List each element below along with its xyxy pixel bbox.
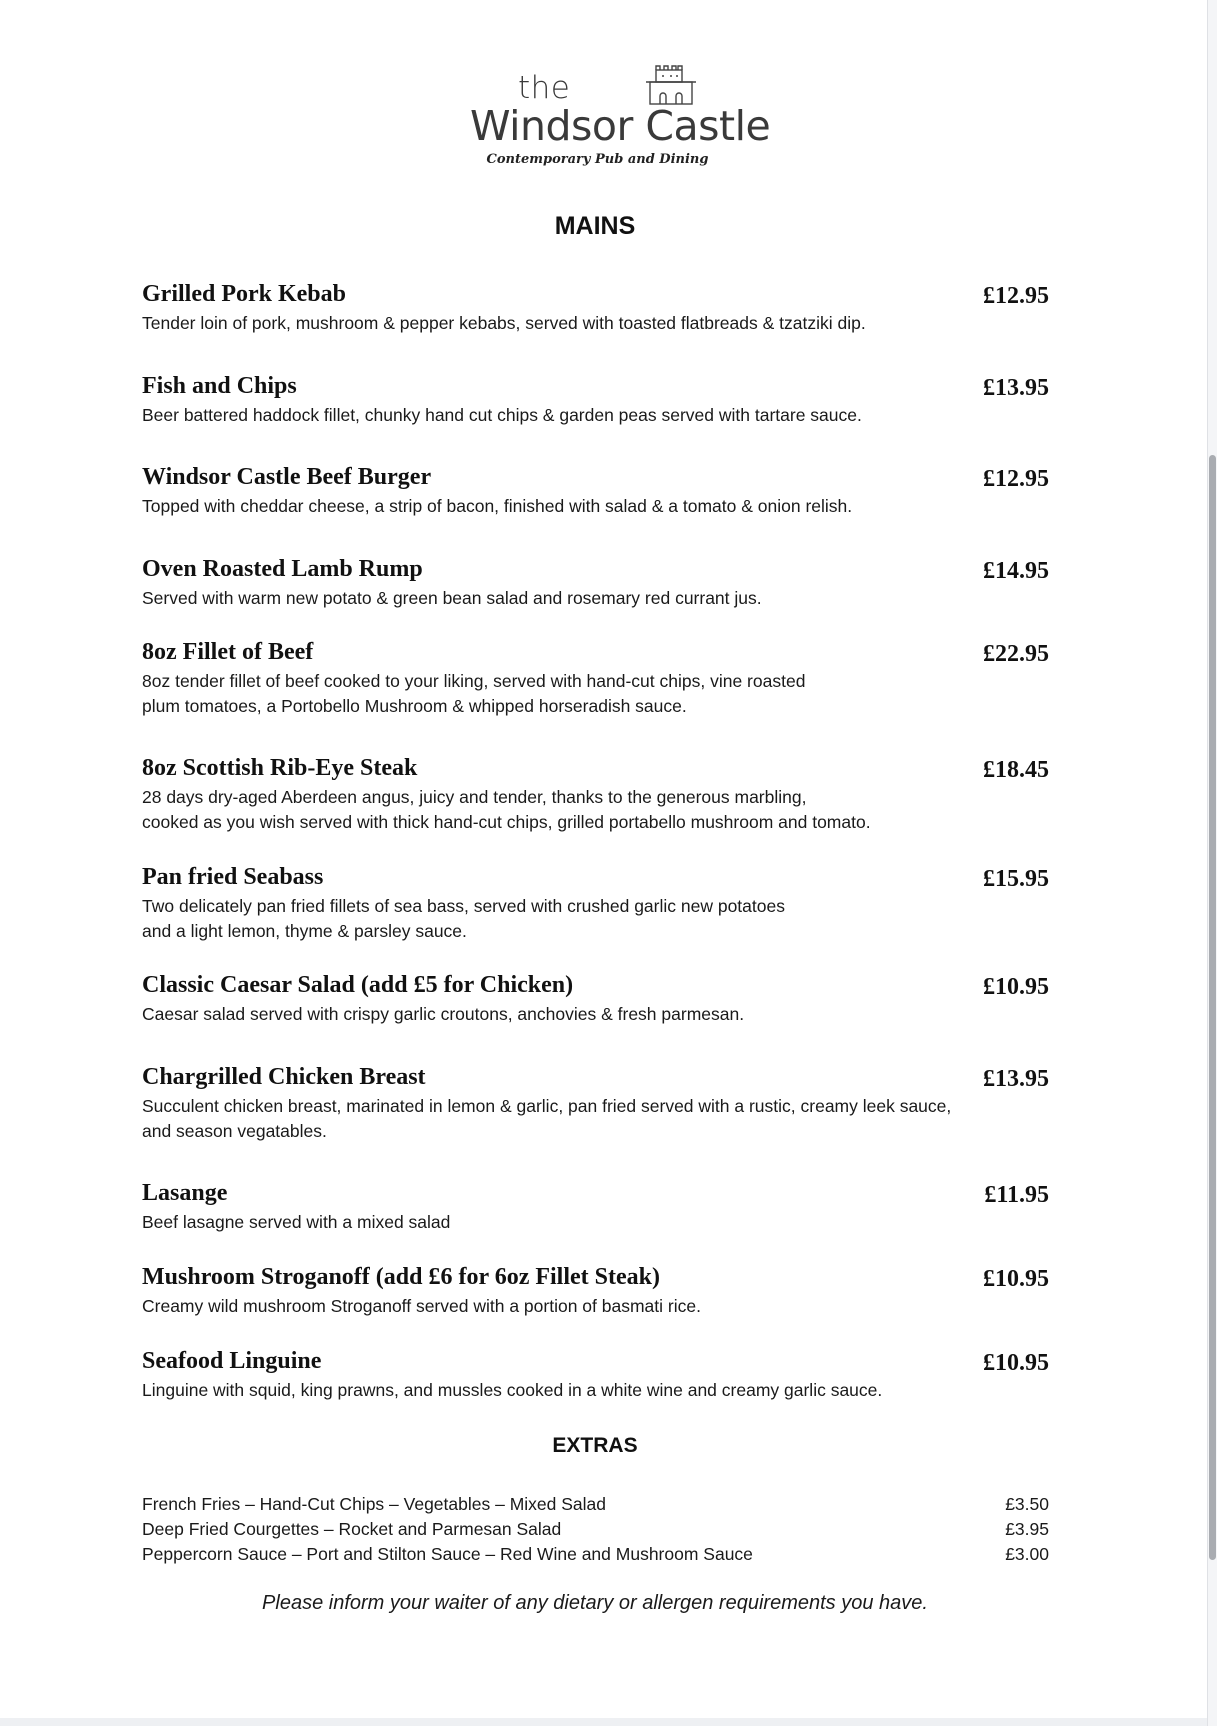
menu-item-description: 28 days dry-aged Aberdeen angus, juicy and tender, thanks to the generous marbling,: [142, 787, 807, 807]
menu-item-description: cooked as you wish served with thick hand-cut chips, grilled portabello mushroom and tomato.: [142, 812, 871, 832]
menu-item-description: Succulent chicken breast, marinated in lemon & garlic, pan fried served with a rustic, creamy leek sauce,: [142, 1096, 952, 1116]
logo-name-text: Windsor Castle: [470, 102, 771, 150]
menu-item-price: £22.95: [983, 641, 1049, 667]
menu-item-description: Caesar salad served with crispy garlic croutons, anchovies & fresh parmesan.: [142, 1004, 745, 1024]
menu-item-name: Seafood Linguine: [142, 1348, 322, 1374]
extra-price: £3.95: [1005, 1519, 1049, 1539]
menu-item: [142, 280, 1049, 336]
menu-item-price: £10.95: [983, 1350, 1049, 1376]
menu-item-name: Windsor Castle Beef Burger: [142, 464, 432, 490]
menu-item-name: Classic Caesar Salad (add £5 for Chicken): [142, 972, 574, 998]
menu-item-name: Lasange: [142, 1180, 228, 1206]
menu-item-description: 8oz tender fillet of beef cooked to your liking, served with hand-cut chips, vine roasted: [142, 671, 806, 691]
menu-item-name: Oven Roasted Lamb Rump: [142, 556, 423, 582]
extra-label: French Fries – Hand-Cut Chips – Vegetables – Mixed Salad: [142, 1494, 606, 1514]
menu-item: [142, 372, 1049, 428]
menu-item-description: Tender loin of pork, mushroom & pepper kebabs, served with toasted flatbreads & tzatziki dip.: [142, 313, 866, 333]
menu-item: [142, 1263, 1049, 1319]
scrollbar-thumb[interactable]: [1209, 455, 1216, 1560]
menu-item-description: Two delicately pan fried fillets of sea bass, served with crushed garlic new potatoes: [142, 896, 785, 916]
menu-item-name: Pan fried Seabass: [142, 864, 324, 890]
menu-item-price: £11.95: [984, 1182, 1049, 1208]
menu-item-description: Beer battered haddock fillet, chunky hand cut chips & garden peas served with tartare sauce.: [142, 405, 862, 425]
menu-item-name: 8oz Fillet of Beef: [142, 639, 314, 665]
menu-item-name: Fish and Chips: [142, 373, 297, 399]
menu-item-price: £12.95: [983, 283, 1049, 309]
menu-item-name: Grilled Pork Kebab: [142, 281, 346, 307]
menu-item-name: 8oz Scottish Rib-Eye Steak: [142, 755, 418, 781]
menu-item: [142, 1063, 1049, 1144]
menu-item-price: £10.95: [983, 974, 1049, 1000]
menu-item: [142, 1347, 1049, 1403]
extra-row: [142, 1542, 1049, 1567]
extra-price: £3.00: [1005, 1544, 1049, 1564]
menu-item-name: Mushroom Stroganoff (add £6 for 6oz Fillet Steak): [142, 1264, 660, 1290]
mains-heading: MAINS: [554, 212, 636, 240]
menu-item-description: Served with warm new potato & green bean salad and rosemary red currant jus.: [142, 588, 762, 608]
menu-item-price: £12.95: [983, 466, 1049, 492]
allergen-footnote: Please inform your waiter of any dietary or allergen requirements you have.: [262, 1592, 928, 1614]
menu-item-price: £10.95: [983, 1266, 1049, 1292]
extra-row: [142, 1517, 1049, 1542]
menu-item-price: £13.95: [983, 1066, 1049, 1092]
extra-row: [142, 1492, 1049, 1517]
menu-item-description: Creamy wild mushroom Stroganoff served with a portion of basmati rice.: [142, 1296, 701, 1316]
menu-item: [142, 555, 1049, 611]
menu-item-price: £14.95: [983, 558, 1049, 584]
menu-item-description: Linguine with squid, king prawns, and mussles cooked in a white wine and creamy garlic sauce.: [142, 1380, 883, 1400]
extra-price: £3.50: [1005, 1494, 1049, 1514]
menu-item: [142, 463, 1049, 519]
menu-item: [142, 863, 1049, 944]
logo-tagline: Contemporary Pub and Dining: [486, 152, 709, 167]
menu-item-price: £13.95: [983, 375, 1049, 401]
menu-item: [142, 754, 1049, 835]
menu-item-description: Beef lasagne served with a mixed salad: [142, 1212, 451, 1232]
menu-item: [142, 638, 1049, 719]
menu-item-name: Chargrilled Chicken Breast: [142, 1064, 426, 1090]
extra-label: Deep Fried Courgettes – Rocket and Parmesan Salad: [142, 1519, 562, 1539]
vertical-scrollbar[interactable]: [1207, 0, 1217, 1726]
extras-heading: EXTRAS: [552, 1434, 638, 1457]
menu-item-price: £18.45: [983, 757, 1049, 783]
extra-label: Peppercorn Sauce – Port and Stilton Sauce – Red Wine and Mushroom Sauce: [142, 1544, 753, 1564]
logo-the-text: the: [518, 70, 571, 106]
menu-item-description: and a light lemon, thyme & parsley sauce.: [142, 921, 467, 941]
menu-item-description: Topped with cheddar cheese, a strip of bacon, finished with salad & a tomato & onion relish.: [142, 496, 853, 516]
menu-item: [142, 1179, 1049, 1235]
menu-item: [142, 971, 1049, 1027]
menu-item-description: plum tomatoes, a Portobello Mushroom & whipped horseradish sauce.: [142, 696, 687, 716]
windsor-castle-logo: [470, 60, 771, 180]
menu-item-price: £15.95: [983, 866, 1049, 892]
menu-item-description: and season vegatables.: [142, 1121, 327, 1141]
